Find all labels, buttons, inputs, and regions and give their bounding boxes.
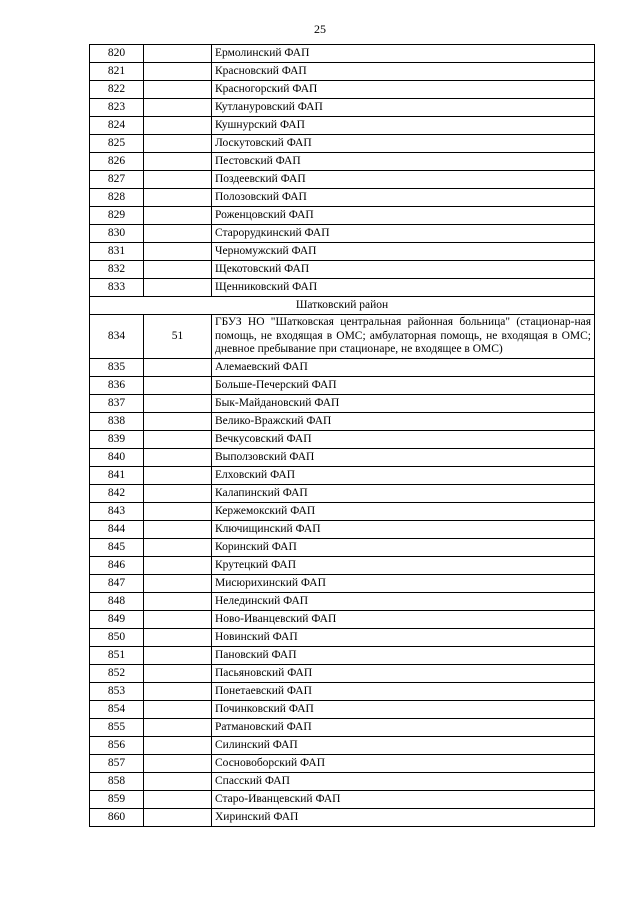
- table-row: [90, 81, 595, 99]
- row-name: Алемаевский ФАП: [212, 358, 595, 376]
- table-row: [90, 502, 595, 520]
- row-code: [144, 466, 212, 484]
- row-number: 847: [90, 574, 144, 592]
- row-code: [144, 99, 212, 117]
- row-name: Кержемокский ФАП: [212, 502, 595, 520]
- district-heading: Шатковский район: [90, 297, 595, 315]
- row-number: 843: [90, 502, 144, 520]
- row-name: Щекотовский ФАП: [212, 261, 595, 279]
- table-row: [90, 466, 595, 484]
- row-number: 825: [90, 135, 144, 153]
- row-name: Красногорский ФАП: [212, 81, 595, 99]
- row-number: 846: [90, 556, 144, 574]
- row-code: [144, 189, 212, 207]
- row-code: [144, 682, 212, 700]
- row-number: 844: [90, 520, 144, 538]
- row-name: Мисюрихинский ФАП: [212, 574, 595, 592]
- row-code: [144, 484, 212, 502]
- row-code: [144, 358, 212, 376]
- row-code: [144, 376, 212, 394]
- row-number: 841: [90, 466, 144, 484]
- row-code: [144, 664, 212, 682]
- table-row: [90, 754, 595, 772]
- row-number: 831: [90, 243, 144, 261]
- row-code: [144, 538, 212, 556]
- table-row: [90, 153, 595, 171]
- row-name: Ратмановский ФАП: [212, 718, 595, 736]
- row-code: [144, 592, 212, 610]
- row-number: 860: [90, 808, 144, 826]
- table-row: [90, 628, 595, 646]
- row-name: Крутецкий ФАП: [212, 556, 595, 574]
- row-number: 821: [90, 63, 144, 81]
- row-number: 833: [90, 279, 144, 297]
- row-number: 859: [90, 790, 144, 808]
- row-name: Пестовский ФАП: [212, 153, 595, 171]
- row-name: Починковский ФАП: [212, 700, 595, 718]
- row-code: [144, 394, 212, 412]
- row-code: [144, 171, 212, 189]
- table-row: [90, 45, 595, 63]
- row-code: [144, 790, 212, 808]
- row-code: [144, 808, 212, 826]
- row-name: Понетаевский ФАП: [212, 682, 595, 700]
- facility-table: [89, 44, 595, 827]
- table-row: [90, 682, 595, 700]
- row-number: 830: [90, 225, 144, 243]
- row-code: [144, 430, 212, 448]
- table-row: [90, 664, 595, 682]
- row-number: 840: [90, 448, 144, 466]
- row-number: 857: [90, 754, 144, 772]
- row-name: Роженцовский ФАП: [212, 207, 595, 225]
- row-name: Спасский ФАП: [212, 772, 595, 790]
- row-number: 822: [90, 81, 144, 99]
- row-code: [144, 754, 212, 772]
- row-name: Поздеевский ФАП: [212, 171, 595, 189]
- row-name: Лоскутовский ФАП: [212, 135, 595, 153]
- table-row: [90, 610, 595, 628]
- row-name: Ново-Иванцевский ФАП: [212, 610, 595, 628]
- district-row: [90, 297, 595, 315]
- row-code: [144, 628, 212, 646]
- row-number: 832: [90, 261, 144, 279]
- table-row: [90, 790, 595, 808]
- row-name: Бык-Майдановский ФАП: [212, 394, 595, 412]
- table-row: [90, 520, 595, 538]
- row-number: 829: [90, 207, 144, 225]
- table-row: [90, 448, 595, 466]
- table-row: [90, 718, 595, 736]
- table-row: [90, 171, 595, 189]
- table-row: [90, 574, 595, 592]
- table-row: [90, 772, 595, 790]
- row-number: 827: [90, 171, 144, 189]
- row-number: 828: [90, 189, 144, 207]
- table-row: [90, 63, 595, 81]
- row-number: 858: [90, 772, 144, 790]
- row-number: 849: [90, 610, 144, 628]
- row-number: 824: [90, 117, 144, 135]
- row-number: 848: [90, 592, 144, 610]
- row-number: 834: [90, 315, 144, 359]
- table-row: [90, 376, 595, 394]
- row-code: [144, 117, 212, 135]
- row-code: 51: [144, 315, 212, 359]
- row-name: Кушнурский ФАП: [212, 117, 595, 135]
- row-number: 826: [90, 153, 144, 171]
- table-row: [90, 243, 595, 261]
- row-name: Новинский ФАП: [212, 628, 595, 646]
- row-name: Старо-Иванцевский ФАП: [212, 790, 595, 808]
- row-code: [144, 610, 212, 628]
- table-row: [90, 279, 595, 297]
- row-code: [144, 772, 212, 790]
- table-row: [90, 646, 595, 664]
- row-name: ГБУЗ НО "Шатковская центральная районная больница" (стационар-ная помощь, не входящая в ОМС; амбулаторная помощь, не входящая в ОМС; дневное пребывание при стационаре, не входящее в ОМС): [212, 315, 595, 359]
- row-number: 836: [90, 376, 144, 394]
- row-name: Больше-Печерский ФАП: [212, 376, 595, 394]
- row-number: 855: [90, 718, 144, 736]
- row-code: [144, 412, 212, 430]
- table-row: [90, 412, 595, 430]
- row-name: Полозовский ФАП: [212, 189, 595, 207]
- table-row: [90, 207, 595, 225]
- table-row: [90, 99, 595, 117]
- table-row: [90, 358, 595, 376]
- row-name: Ермолинский ФАП: [212, 45, 595, 63]
- row-number: 853: [90, 682, 144, 700]
- row-code: [144, 502, 212, 520]
- row-name: Ключищинский ФАП: [212, 520, 595, 538]
- row-name: Калапинский ФАП: [212, 484, 595, 502]
- row-name: Пановский ФАП: [212, 646, 595, 664]
- row-number: 842: [90, 484, 144, 502]
- row-number: 838: [90, 412, 144, 430]
- table-row: [90, 736, 595, 754]
- table-body-before: [90, 45, 595, 297]
- row-code: [144, 153, 212, 171]
- row-code: [144, 736, 212, 754]
- row-name: Коринский ФАП: [212, 538, 595, 556]
- row-code: [144, 225, 212, 243]
- row-code: [144, 574, 212, 592]
- row-name: Черномужский ФАП: [212, 243, 595, 261]
- row-code: [144, 45, 212, 63]
- table-row: [90, 225, 595, 243]
- row-number: 845: [90, 538, 144, 556]
- row-name: Вечкусовский ФАП: [212, 430, 595, 448]
- row-code: [144, 448, 212, 466]
- table-row: [90, 538, 595, 556]
- district-section: [90, 297, 595, 359]
- table-row: [90, 808, 595, 826]
- row-code: [144, 207, 212, 225]
- row-code: [144, 261, 212, 279]
- row-name: Пасьяновский ФАП: [212, 664, 595, 682]
- row-number: 851: [90, 646, 144, 664]
- row-name: Выползовский ФАП: [212, 448, 595, 466]
- table-row: [90, 261, 595, 279]
- row-name: Щенниковский ФАП: [212, 279, 595, 297]
- row-code: [144, 243, 212, 261]
- table-row: [90, 484, 595, 502]
- row-name: Старорудкинский ФАП: [212, 225, 595, 243]
- row-number: 839: [90, 430, 144, 448]
- row-code: [144, 135, 212, 153]
- table-row: [90, 592, 595, 610]
- row-code: [144, 63, 212, 81]
- row-number: 837: [90, 394, 144, 412]
- table-row: [90, 394, 595, 412]
- table-row: [90, 189, 595, 207]
- row-number: 823: [90, 99, 144, 117]
- row-code: [144, 81, 212, 99]
- row-code: [144, 556, 212, 574]
- row-name: Сосновоборский ФАП: [212, 754, 595, 772]
- table-row: [90, 135, 595, 153]
- row-number: 856: [90, 736, 144, 754]
- table-row-hospital: [90, 315, 595, 359]
- table-row: [90, 117, 595, 135]
- row-name: Кутлануровский ФАП: [212, 99, 595, 117]
- row-name: Силинский ФАП: [212, 736, 595, 754]
- row-name: Велико-Вражский ФАП: [212, 412, 595, 430]
- table-row: [90, 700, 595, 718]
- page-number: 25: [314, 22, 326, 36]
- row-number: 852: [90, 664, 144, 682]
- row-code: [144, 279, 212, 297]
- table-row: [90, 430, 595, 448]
- table-body-after: [90, 358, 595, 826]
- row-name: Елховский ФАП: [212, 466, 595, 484]
- row-code: [144, 700, 212, 718]
- row-code: [144, 520, 212, 538]
- row-number: 850: [90, 628, 144, 646]
- table-row: [90, 556, 595, 574]
- row-name: Нелединский ФАП: [212, 592, 595, 610]
- row-number: 835: [90, 358, 144, 376]
- row-name: Хиринский ФАП: [212, 808, 595, 826]
- row-number: 820: [90, 45, 144, 63]
- row-name: Красновский ФАП: [212, 63, 595, 81]
- row-code: [144, 718, 212, 736]
- row-number: 854: [90, 700, 144, 718]
- row-code: [144, 646, 212, 664]
